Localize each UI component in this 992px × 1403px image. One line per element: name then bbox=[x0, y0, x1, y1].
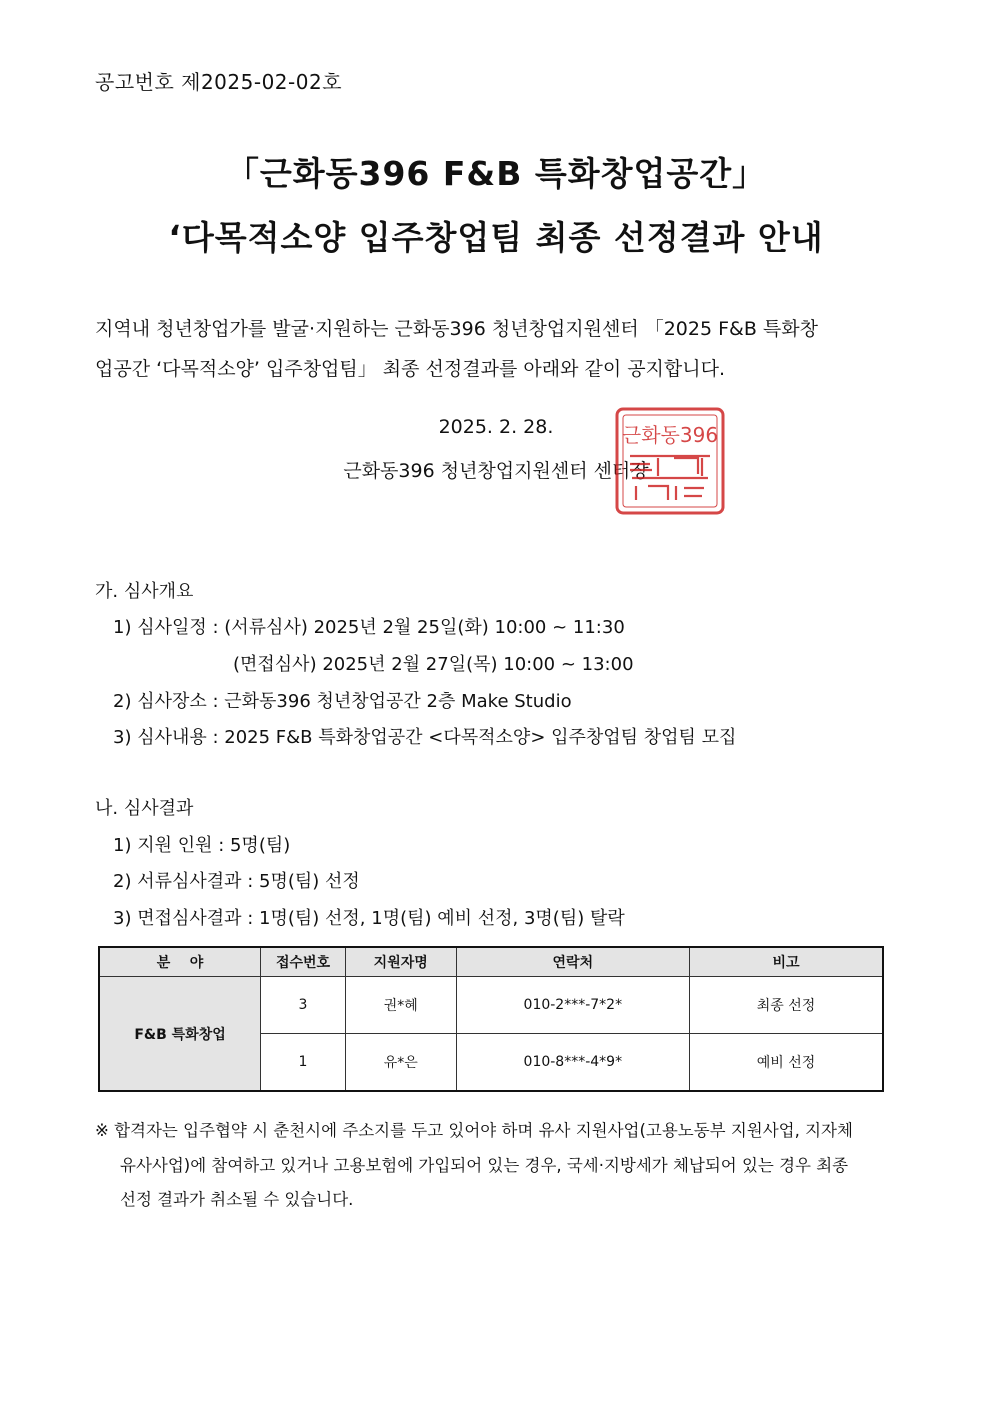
footnote-line-2: 유사사업)에 참여하고 있거나 고용보험에 가입되어 있는 경우, 국세·지방세가 체납되어 있는 경우 최종 bbox=[120, 1156, 849, 1175]
review-content: 3) 심사내용 : 2025 F&B 특화창업공간 <다목적소양> 입주창업팀 창업팀 모집 bbox=[113, 727, 737, 748]
section-b-heading: 나. 심사결과 bbox=[95, 798, 194, 819]
intro-line-1: 지역내 청년창업가를 발굴·지원하는 근화동396 청년창업지원센터 「2025 F&B 특화창 bbox=[95, 318, 818, 340]
header-remarks: 비고 bbox=[690, 947, 883, 977]
official-seal-stamp bbox=[614, 406, 726, 516]
footnote-line-3: 선정 결과가 취소될 수 있습니다. bbox=[120, 1190, 354, 1209]
issuer-name: 근화동396 청년창업지원센터 센터장 bbox=[343, 460, 649, 482]
contact-cell: 010-2***-7*2* bbox=[456, 977, 689, 1034]
header-receipt-number: 접수번호 bbox=[261, 947, 346, 977]
table-row bbox=[99, 977, 883, 1034]
interview-review-result: 3) 면접심사결과 : 1명(팀) 선정, 1명(팀) 예비 선정, 3명(팀) 탈락 bbox=[113, 908, 625, 929]
title-line-1: 「근화동396 F&B 특화창업공간」 bbox=[225, 154, 767, 193]
applicant-name-cell: 권*혜 bbox=[345, 977, 456, 1034]
review-venue: 2) 심사장소 : 근화동396 청년창업공간 2층 Make Studio bbox=[113, 691, 572, 712]
seal-text: 근화동396 bbox=[621, 423, 719, 447]
field-cell: F&B 특화창업 bbox=[99, 977, 261, 1092]
notice-number: 공고번호 제2025-02-02호 bbox=[95, 70, 343, 94]
title-line-2: ‘다목적소양 입주창업팀 최종 선정결과 안내 bbox=[168, 218, 824, 257]
table-header-row bbox=[99, 947, 883, 977]
announcement-date: 2025. 2. 28. bbox=[438, 416, 554, 438]
review-schedule-interview: (면접심사) 2025년 2월 27일(목) 10:00 ~ 13:00 bbox=[233, 654, 634, 675]
receipt-number-cell: 1 bbox=[261, 1034, 346, 1092]
contact-cell: 010-8***-4*9* bbox=[456, 1034, 689, 1092]
intro-line-2: 업공간 ‘다목적소양’ 입주창업팀」 최종 선정결과를 아래와 같이 공지합니다. bbox=[95, 358, 726, 380]
header-applicant-name: 지원자명 bbox=[345, 947, 456, 977]
remarks-cell: 예비 선정 bbox=[690, 1034, 883, 1092]
applicant-count: 1) 지원 인원 : 5명(팀) bbox=[113, 835, 291, 856]
section-a-heading: 가. 심사개요 bbox=[95, 581, 194, 602]
document-review-result: 2) 서류심사결과 : 5명(팀) 선정 bbox=[113, 871, 360, 892]
results-table bbox=[98, 946, 884, 1092]
applicant-name-cell: 유*은 bbox=[345, 1034, 456, 1092]
review-schedule: 1) 심사일정 : (서류심사) 2025년 2월 25일(화) 10:00 ~ 11:30 bbox=[113, 617, 625, 638]
receipt-number-cell: 3 bbox=[261, 977, 346, 1034]
remarks-cell: 최종 선정 bbox=[690, 977, 883, 1034]
header-contact: 연락처 bbox=[456, 947, 689, 977]
footnote-line-1: ※ 합격자는 입주협약 시 춘천시에 주소지를 두고 있어야 하며 유사 지원사업(고용노동부 지원사업, 지자체 bbox=[95, 1121, 853, 1140]
header-field: 분 야 bbox=[99, 947, 261, 977]
